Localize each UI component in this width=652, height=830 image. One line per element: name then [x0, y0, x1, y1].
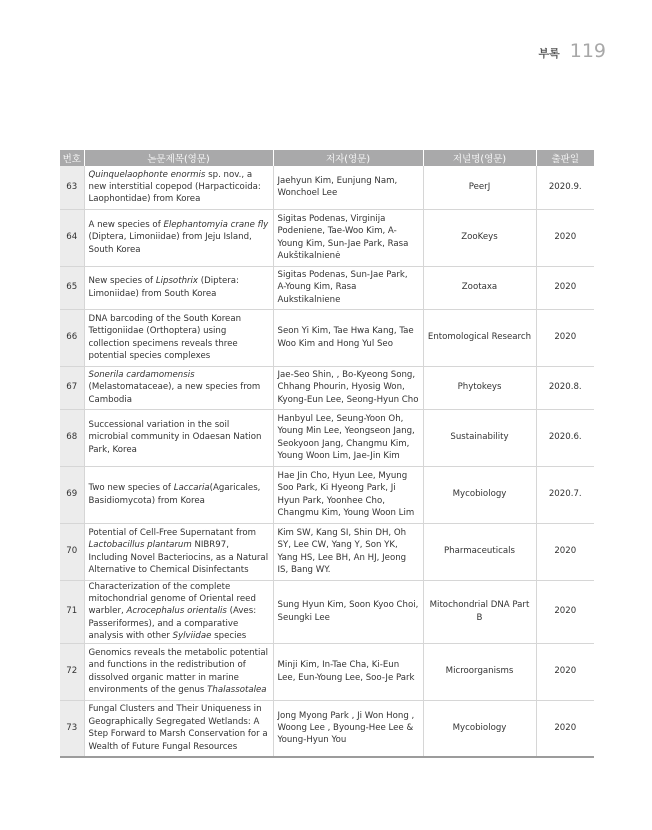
publication-date: 2020 [536, 266, 594, 309]
title-segment: (Melastomataceae), a new species from Cambodia [88, 382, 261, 405]
authors: Kim SW, Kang SI, Shin DH, Oh SY, Lee CW, Yang Y, Son YK, Yang HS, Lee BH, An HJ, Jeong IS, Bang WY. [273, 523, 423, 580]
col-header-year: 출판일 [536, 150, 594, 166]
paper-title [84, 366, 273, 409]
journal-name: Zootaxa [423, 266, 536, 309]
table-row [60, 209, 594, 266]
title-italic-segment: Acrocephalus orientalis [126, 606, 227, 617]
publication-date: 2020 [536, 309, 594, 366]
paper-title [84, 466, 273, 523]
title-segment: A new species of [88, 219, 164, 230]
table-row [60, 266, 594, 309]
row-number: 72 [60, 643, 84, 700]
publication-date: 2020.7. [536, 466, 594, 523]
section-label: 부록 [538, 47, 560, 60]
title-segment: (Diptera, Limoniidae) from Jeju Island, South Korea [88, 232, 252, 255]
row-number: 65 [60, 266, 84, 309]
table-row [60, 466, 594, 523]
table-row [60, 366, 594, 409]
table-row [60, 580, 594, 643]
paper-title [84, 643, 273, 700]
table-row [60, 523, 594, 580]
title-italic-segment: Quinquelaophonte enormis [88, 169, 206, 180]
title-segment: Genomics reveals the metabolic potential and functions in the redistribution of dissolved organic matter in marine environments of the genus [88, 647, 269, 695]
title-segment: (Diptera: Limoniidae) from South Korea [88, 276, 239, 299]
publication-date: 2020 [536, 523, 594, 580]
row-number: 71 [60, 580, 84, 643]
title-italic-segment: Lactobacillus plantarum [88, 540, 192, 551]
row-number: 63 [60, 166, 84, 209]
title-italic-segment: Sylviidae [172, 631, 212, 642]
col-header-title: 논문제목(영문) [84, 150, 273, 166]
journal-name: Entomological Research [423, 309, 536, 366]
publication-date: 2020 [536, 643, 594, 700]
paper-title [84, 166, 273, 209]
publication-date: 2020 [536, 209, 594, 266]
authors: Sigitas Podenas, Sun-Jae Park, A-Young Kim, Rasa Aukstikalniene [273, 266, 423, 309]
row-number: 67 [60, 366, 84, 409]
title-segment: (Agaricales, Basidiomycota) from Korea [88, 483, 261, 506]
row-number: 70 [60, 523, 84, 580]
title-italic-segment: Sonerila cardamomensis [88, 369, 195, 380]
authors: Hae Jin Cho, Hyun Lee, Myung Soo Park, Ki Hyeong Park, Ji Hyun Park, Yoonhee Cho, Changmu Kim, Young Woon Lim [273, 466, 423, 523]
publication-date: 2020.6. [536, 409, 594, 466]
table-row [60, 309, 594, 366]
journal-name: Mitochondrial DNA Part B [423, 580, 536, 643]
title-segment: species [211, 631, 247, 642]
authors: Sigitas Podenas, Virginija Podeniene, Tae-Woo Kim, A-Young Kim, Sun-Jae Park, Rasa Aukštikalnienė [273, 209, 423, 266]
col-header-no: 번호 [60, 150, 84, 166]
authors: Jaehyun Kim, Eunjung Nam, Wonchoel Lee [273, 166, 423, 209]
title-italic-segment: Laccaria [173, 483, 210, 494]
col-header-journal: 저널명(영문) [423, 150, 536, 166]
title-segment: Potential of Cell-Free Supernatant from [88, 527, 256, 538]
page-header [538, 40, 606, 62]
journal-name: Pharmaceuticals [423, 523, 536, 580]
row-number: 64 [60, 209, 84, 266]
authors: Seon Yi Kim, Tae Hwa Kang, Tae Woo Kim and Hong Yul Seo [273, 309, 423, 366]
row-number: 68 [60, 409, 84, 466]
table-row [60, 409, 594, 466]
title-segment: DNA barcoding of the South Korean Tettigoniidae (Orthoptera) using collection specimens reveals three potential species complexes [88, 313, 242, 361]
publication-date: 2020 [536, 580, 594, 643]
journal-name: Phytokeys [423, 366, 536, 409]
table-body [60, 166, 594, 757]
title-segment: Fungal Clusters and Their Uniqueness in Geographically Segregated Wetlands: A Step Forward to Marsh Conservation for a Wealth of Future Fungal Resources [88, 704, 268, 752]
journal-name: Sustainability [423, 409, 536, 466]
page-number: 119 [569, 40, 606, 62]
title-segment: New species of [88, 276, 156, 287]
title-segment: (Aves: Passeriformes), and a comparative analysis with other [88, 606, 257, 642]
publication-date: 2020 [536, 700, 594, 757]
paper-title [84, 309, 273, 366]
row-number: 73 [60, 700, 84, 757]
title-segment: Two new species of [88, 483, 174, 494]
paper-title [84, 209, 273, 266]
title-segment: Successional variation in the soil microbial community in Odaesan Nation Park, Korea [88, 419, 262, 455]
table-row [60, 700, 594, 757]
table-row [60, 166, 594, 209]
journal-name: ZooKeys [423, 209, 536, 266]
reference-table [60, 150, 594, 758]
journal-name: Microorganisms [423, 643, 536, 700]
header-row [60, 150, 594, 166]
title-segment: Characterization of the complete mitochondrial genome of Oriental reed warbler, [88, 581, 256, 617]
paper-title [84, 523, 273, 580]
paper-title [84, 266, 273, 309]
paper-title [84, 580, 273, 643]
authors: Minji Kim, In-Tae Cha, Ki-Eun Lee, Eun-Young Lee, Soo-Je Park [273, 643, 423, 700]
row-number: 66 [60, 309, 84, 366]
journal-name: Mycobiology [423, 700, 536, 757]
authors: Jong Myong Park , Ji Won Hong , Woong Lee , Byoung-Hee Lee & Young-Hyun You [273, 700, 423, 757]
title-italic-segment: Elephantomyia crane fly [163, 219, 269, 230]
title-italic-segment: Thalassotalea [207, 684, 267, 695]
paper-title [84, 409, 273, 466]
col-header-authors: 저자(영문) [273, 150, 423, 166]
table-row [60, 643, 594, 700]
publication-date: 2020.9. [536, 166, 594, 209]
title-segment: NIBR97, Including Novel Bacteriocins, as a Natural Alternative to Chemical Disinfectants [88, 540, 269, 575]
authors: Hanbyul Lee, Seung-Yoon Oh, Young Min Lee, Yeongseon Jang, Seokyoon Jang, Changmu Kim, Young Woon Lim, Jae-Jin Kim [273, 409, 423, 466]
journal-name: Mycobiology [423, 466, 536, 523]
title-segment: sp. nov., a new interstitial copepod (Harpacticoida: Laophontidae) from Korea [88, 169, 261, 205]
authors: Sung Hyun Kim, Soon Kyoo Choi, Seungki Lee [273, 580, 423, 643]
title-italic-segment: Lipsothrix [155, 276, 199, 287]
authors: Jae-Seo Shin, , Bo-Kyeong Song, Chhang Phourin, Hyosig Won, Kyong-Eun Lee, Seong-Hyun Cho [273, 366, 423, 409]
row-number: 69 [60, 466, 84, 523]
journal-name: PeerJ [423, 166, 536, 209]
publication-date: 2020.8. [536, 366, 594, 409]
paper-title [84, 700, 273, 757]
